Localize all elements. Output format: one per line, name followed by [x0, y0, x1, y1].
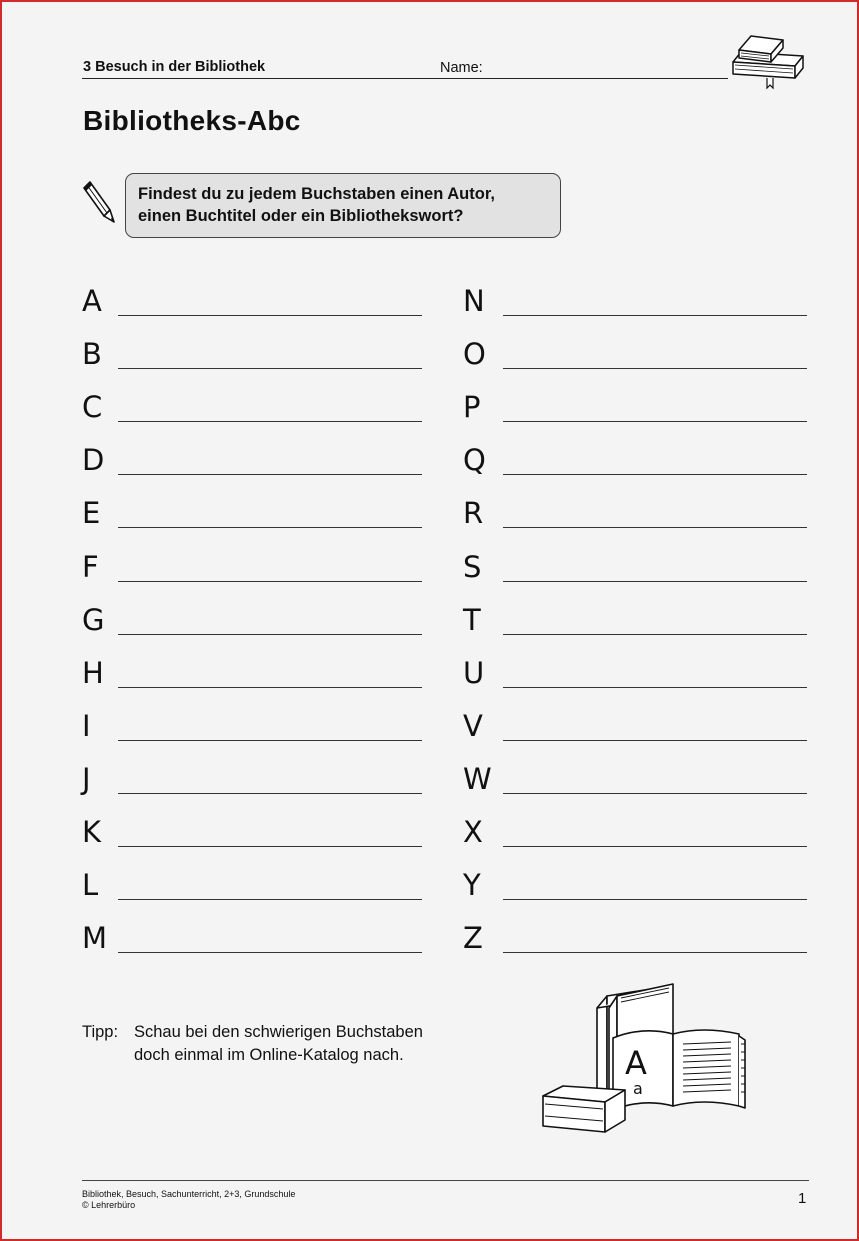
book-letter-big: A — [625, 1044, 647, 1082]
answer-line[interactable] — [118, 740, 422, 741]
letter-label: D — [82, 443, 105, 478]
answer-line[interactable] — [118, 846, 422, 847]
letter-label: S — [463, 549, 482, 584]
letter-label: N — [463, 284, 485, 318]
name-label: Name: — [440, 60, 483, 76]
letter-row — [463, 595, 807, 635]
letter-label: P — [463, 390, 481, 425]
open-book-illustration — [533, 978, 753, 1140]
letter-label: J — [82, 761, 91, 796]
footer-line-1: Bibliothek, Besuch, Sachunterricht, 2+3, Grundschule — [82, 1189, 296, 1199]
answer-line[interactable] — [118, 687, 422, 688]
letter-label: O — [463, 337, 486, 372]
letter-row — [82, 329, 422, 372]
letter-label: K — [82, 815, 102, 849]
footer-line-2: © Lehrerbüro — [82, 1200, 136, 1210]
letter-row — [82, 382, 422, 425]
letter-row — [82, 595, 422, 635]
letter-label: M — [82, 921, 108, 956]
section-heading: 3 Besuch in der Bibliothek — [83, 59, 266, 75]
answer-line[interactable] — [503, 793, 807, 794]
answer-line[interactable] — [118, 634, 422, 635]
answer-line[interactable] — [118, 421, 422, 422]
tip-line-2: doch einmal im Online-Katalog nach. — [134, 1046, 404, 1064]
footer-divider — [82, 1180, 809, 1181]
letter-row — [82, 807, 422, 847]
letter-row — [82, 860, 422, 903]
letter-label: V — [463, 708, 483, 743]
letter-label: I — [82, 708, 91, 743]
letter-row — [463, 913, 807, 956]
letter-label: Q — [463, 443, 486, 478]
answer-line[interactable] — [118, 368, 422, 369]
task-instruction-box — [125, 173, 561, 238]
answer-line[interactable] — [118, 474, 422, 475]
answer-line[interactable] — [503, 846, 807, 847]
letter-label: L — [82, 868, 99, 903]
answer-line[interactable] — [503, 952, 807, 953]
answer-line[interactable] — [503, 899, 807, 900]
answer-line[interactable] — [503, 687, 807, 688]
name-line — [82, 78, 728, 79]
letter-row — [82, 542, 422, 582]
letter-row — [463, 329, 807, 372]
letter-label: H — [82, 655, 104, 690]
answer-line[interactable] — [118, 315, 422, 316]
answer-line[interactable] — [118, 581, 422, 582]
letter-row — [82, 913, 422, 956]
answer-line[interactable] — [503, 740, 807, 741]
letter-label: E — [82, 496, 101, 531]
letter-row — [463, 648, 807, 688]
letter-row — [463, 488, 807, 531]
books-stack-icon — [727, 28, 811, 90]
letter-row — [82, 488, 422, 531]
letter-label: A — [82, 284, 102, 318]
footer-credits — [82, 1189, 295, 1211]
task-line-1: Findest du zu jedem Buchstaben einen Autor, — [138, 185, 495, 203]
answer-line[interactable] — [503, 634, 807, 635]
tip-text — [134, 1021, 494, 1067]
letter-label: B — [82, 337, 102, 372]
letter-row — [463, 382, 807, 425]
answer-line[interactable] — [503, 368, 807, 369]
answer-line[interactable] — [503, 474, 807, 475]
answer-line[interactable] — [503, 421, 807, 422]
letter-row — [82, 754, 422, 794]
task-line-2: einen Buchtitel oder ein Bibliothekswort? — [138, 207, 464, 225]
letter-row — [82, 701, 422, 741]
letter-row — [463, 860, 807, 903]
letter-row — [82, 435, 422, 478]
answer-line[interactable] — [503, 527, 807, 528]
letter-row — [463, 435, 807, 478]
letter-row — [82, 648, 422, 688]
answer-line[interactable] — [118, 952, 422, 953]
letter-row — [463, 807, 807, 847]
letter-label: W — [463, 761, 492, 796]
letter-label: Z — [463, 921, 483, 956]
answer-line[interactable] — [118, 793, 422, 794]
letter-label: C — [82, 390, 103, 425]
letter-label: U — [463, 655, 485, 690]
answer-line[interactable] — [118, 899, 422, 900]
letter-row — [463, 276, 807, 316]
letter-label: G — [82, 602, 105, 637]
letter-row — [463, 542, 807, 582]
pencil-icon — [80, 180, 120, 226]
answer-line[interactable] — [118, 527, 422, 528]
letter-label: X — [463, 815, 483, 849]
letter-label: T — [463, 602, 481, 637]
letter-row — [463, 701, 807, 741]
letter-row — [82, 276, 422, 316]
letter-label: R — [463, 496, 484, 531]
page-title: Bibliotheks-Abc — [83, 105, 301, 136]
answer-line[interactable] — [503, 581, 807, 582]
book-letter-small: a — [633, 1079, 643, 1098]
letter-label: Y — [463, 868, 481, 903]
letter-label: F — [82, 549, 99, 584]
tip-line-1: Schau bei den schwierigen Buchstaben — [134, 1023, 423, 1041]
letter-row — [463, 754, 807, 794]
tip-label: Tipp: — [82, 1023, 119, 1041]
page-number: 1 — [798, 1190, 807, 1207]
answer-line[interactable] — [503, 315, 807, 316]
